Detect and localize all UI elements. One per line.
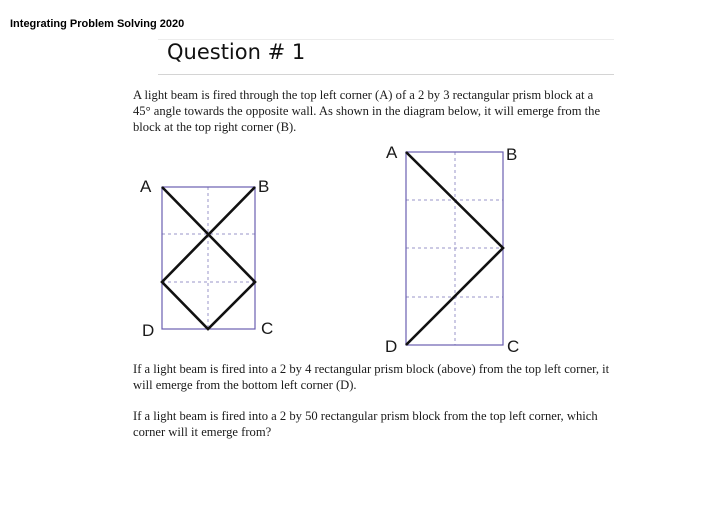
question-title: Question # 1	[167, 40, 306, 64]
large-label-b: B	[506, 145, 518, 164]
large-label-d: D	[385, 337, 398, 356]
question-prompt: If a light beam is fired into a 2 by 50 rectangular prism block from the top left corner, which corner will it emerge from?	[133, 409, 598, 439]
example-paragraph: If a light beam is fired into a 2 by 4 rectangular prism block (above) from the top left corner, it will emerge from the bottom left corner (D).	[133, 362, 610, 392]
diagram-small	[162, 187, 255, 329]
intro-paragraph: A light beam is fired through the top left corner (A) of a 2 by 3 rectangular prism block at a 45° angle towards the opposite wall. As shown in the diagram below, it will emerge from the block at the top right corner (B).	[133, 88, 601, 134]
small-label-d: D	[142, 321, 155, 340]
document-header: Integrating Problem Solving 2020	[10, 18, 185, 30]
small-label-b: B	[258, 177, 270, 196]
small-label-c: C	[261, 319, 274, 338]
diagram-large	[406, 152, 503, 345]
small-label-a: A	[140, 177, 152, 196]
large-label-a: A	[386, 143, 398, 162]
large-label-c: C	[507, 337, 520, 356]
